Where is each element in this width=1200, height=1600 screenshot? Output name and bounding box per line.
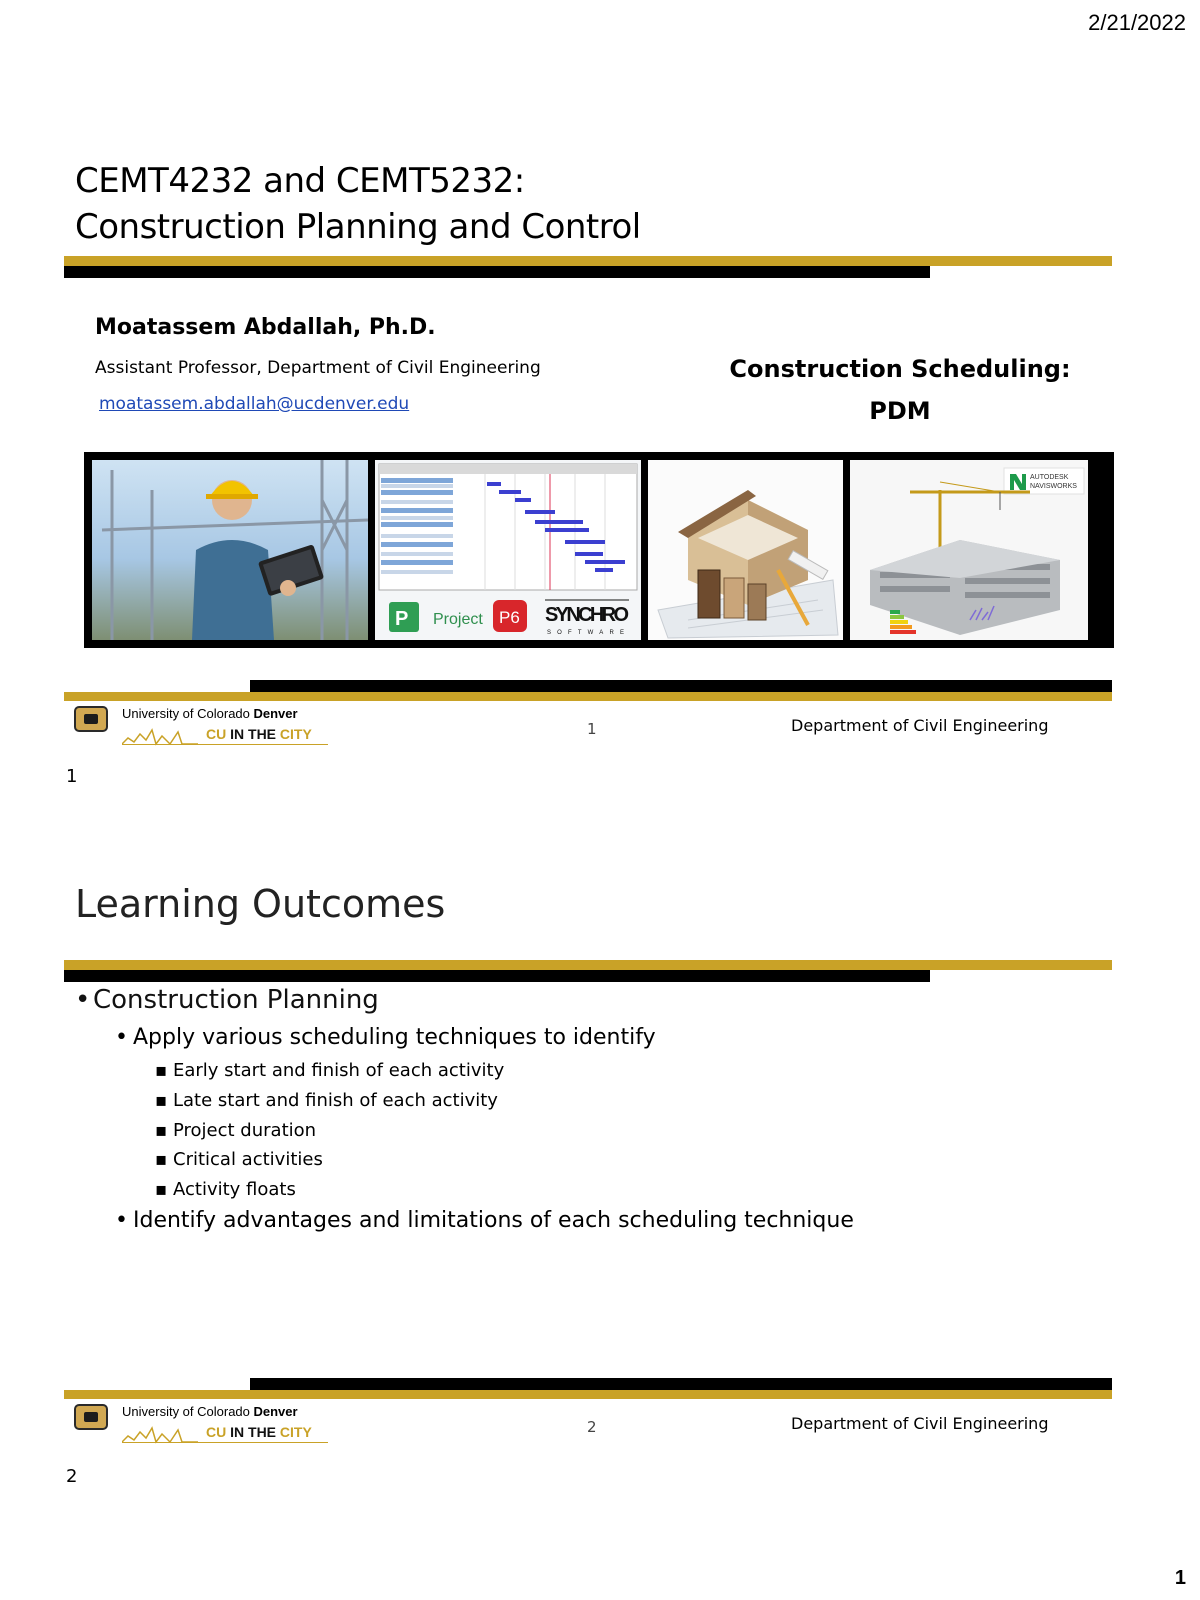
deck-topic-line-2: PDM — [869, 397, 931, 425]
footer-rule-gold — [64, 692, 1112, 701]
university-name: University of Colorado Denver — [122, 706, 298, 721]
outline-item-level3: ▪ Activity floats — [155, 1179, 296, 1200]
worker-with-tablet-photo — [92, 460, 368, 640]
title-rule-gold — [64, 256, 1112, 266]
cu-logo-icon — [74, 1404, 108, 1430]
footer-slide-number: 2 — [587, 1418, 597, 1436]
title-rule-black — [64, 266, 930, 278]
cu-in-the-city-tagline: CU IN THE CITY — [122, 724, 328, 745]
gantt-chart-photo — [375, 460, 641, 640]
footer-rule-black — [250, 1378, 1112, 1390]
slide-page-label: 2 — [66, 1466, 78, 1487]
footer-rule-black — [250, 680, 1112, 692]
presenter-email-link[interactable]: moatassem.abdallah@ucdenver.edu — [99, 394, 410, 414]
page-number: 1 — [1174, 1567, 1186, 1589]
footer-slide-number: 1 — [587, 720, 597, 738]
navisworks-product: NAVISWORKS — [1030, 483, 1077, 490]
slide-title: Learning Outcomes — [75, 882, 446, 926]
outline-item-level3: ▪ Early start and finish of each activity — [155, 1060, 505, 1081]
deck-topic — [700, 348, 1100, 432]
navisworks-brand: AUTODESK — [1030, 474, 1069, 481]
slide-page-label: 1 — [66, 766, 78, 787]
outline-item-level1: • Construction Planning — [75, 985, 379, 1015]
presenter-role: Assistant Professor, Department of Civil Engineering — [95, 358, 541, 378]
outline-item-level3: ▪ Critical activities — [155, 1149, 323, 1170]
university-logo — [74, 1404, 334, 1448]
cu-logo-icon — [74, 706, 108, 732]
outline-item-level2: • Apply various scheduling techniques to identify — [115, 1025, 656, 1050]
outline-item-level2: • Identify advantages and limitations of each scheduling technique — [115, 1208, 854, 1233]
skyline-icon — [122, 726, 202, 746]
print-date: 2/21/2022 — [1088, 10, 1186, 35]
synchro-sub-label: SOFTWARE — [547, 630, 627, 636]
presenter-name: Moatassem Abdallah, Ph.D. — [95, 315, 436, 340]
deck-topic-line-1: Construction Scheduling: — [729, 355, 1071, 383]
footer-department: Department of Civil Engineering — [791, 716, 1049, 735]
cu-in-the-city-tagline: CU IN THE CITY — [122, 1422, 328, 1443]
slide-title-line-2: Construction Planning and Control — [75, 207, 641, 247]
outline-item-level3: ▪ Project duration — [155, 1120, 317, 1141]
title-rule-black — [64, 970, 930, 982]
synchro-label: SYNCHRO — [545, 604, 629, 626]
footer-department: Department of Civil Engineering — [791, 1414, 1049, 1433]
footer-rule-gold — [64, 1390, 1112, 1399]
p6-label: P6 — [499, 608, 520, 627]
house-model-photo — [648, 460, 843, 640]
slide-title-line-1: CEMT4232 and CEMT5232: — [75, 161, 525, 201]
svg-text:P: P — [395, 608, 409, 630]
university-name: University of Colorado Denver — [122, 1404, 298, 1419]
title-rule-gold — [64, 960, 1112, 970]
university-logo — [74, 706, 334, 750]
skyline-icon — [122, 1424, 202, 1444]
ms-project-label: Project — [433, 611, 483, 628]
outline-item-level3: ▪ Late start and finish of each activity — [155, 1090, 498, 1111]
photo-strip — [84, 452, 1114, 648]
bim-building-photo — [850, 460, 1088, 640]
